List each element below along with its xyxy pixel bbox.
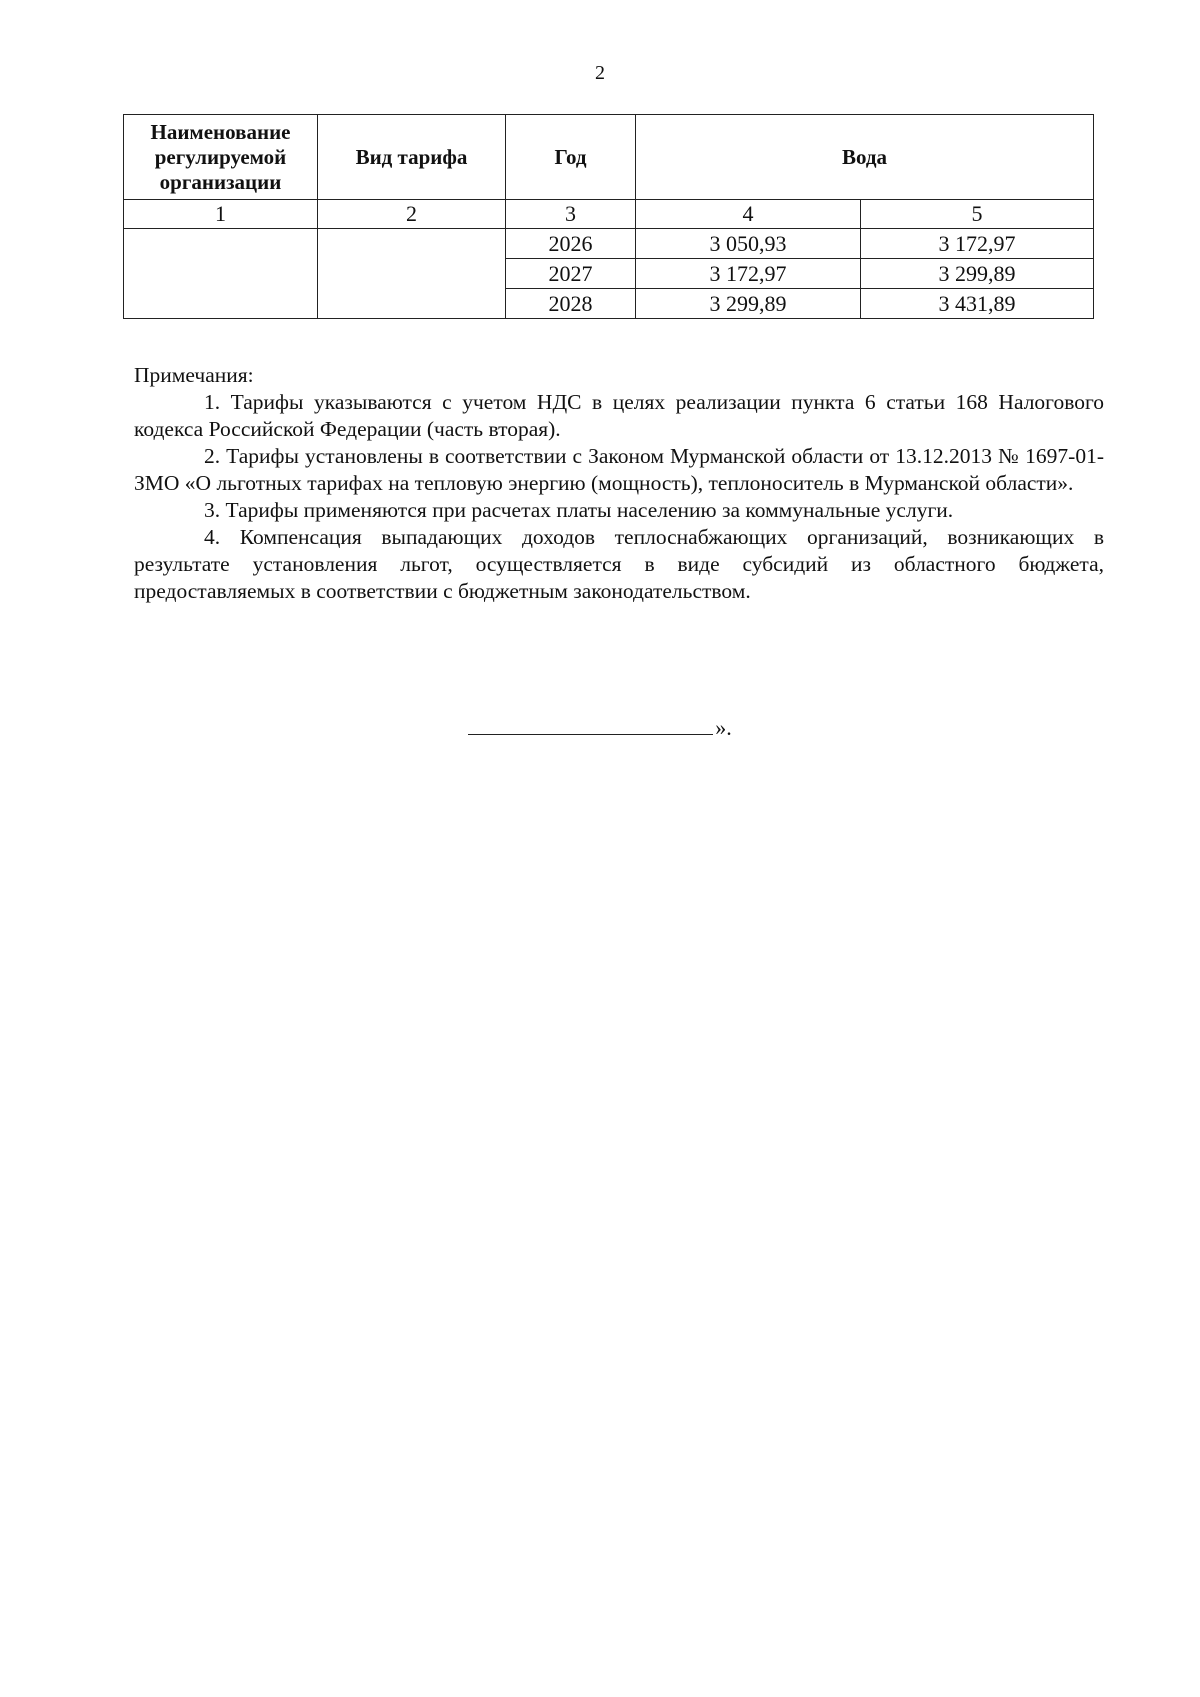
year-cell: 2028 — [506, 289, 636, 319]
notes-title: Примечания: — [134, 363, 254, 387]
value-cell: 3 299,89 — [636, 289, 861, 319]
closing-underline — [468, 712, 713, 735]
value-cell: 3 172,97 — [636, 259, 861, 289]
column-number: 1 — [124, 200, 318, 229]
table-row — [124, 229, 1094, 259]
year-cell: 2026 — [506, 229, 636, 259]
column-number: 3 — [506, 200, 636, 229]
header-organization: Наименование регулируемой организации — [124, 115, 318, 200]
note-item: 2. Тарифы установлены в соответствии с Законом Мурманской области от 13.12.2013 № 1697-01-ЗМО «О льготных тарифах на тепловую энергию (мощность), теплоноситель в Мурманской области». — [134, 444, 1104, 495]
value-cell: 3 431,89 — [861, 289, 1094, 319]
header-tariff-type: Вид тарифа — [318, 115, 506, 200]
closing-line — [0, 712, 1200, 741]
notes-section — [134, 362, 1104, 605]
column-number: 2 — [318, 200, 506, 229]
value-cell: 3 172,97 — [861, 229, 1094, 259]
tariff-table — [123, 114, 1094, 319]
tariff-type-cell — [318, 229, 506, 319]
column-number: 5 — [861, 200, 1094, 229]
note-item: 3. Тарифы применяются при расчетах платы населению за коммунальные услуги. — [204, 498, 954, 522]
value-cell: 3 050,93 — [636, 229, 861, 259]
organization-cell — [124, 229, 318, 319]
header-water: Вода — [636, 115, 1094, 200]
table-header-row — [124, 115, 1094, 200]
year-cell: 2027 — [506, 259, 636, 289]
note-item: 4. Компенсация выпадающих доходов теплоснабжающих организаций, возникающих в результате установления льгот, осуществляется в виде субсидий из областного бюджета, предоставляемых в соответствии с бюджетным законодательством. — [134, 525, 1104, 603]
closing-mark: ». — [715, 715, 732, 740]
header-year: Год — [506, 115, 636, 200]
page-number: 2 — [595, 62, 605, 84]
note-item: 1. Тарифы указываются с учетом НДС в целях реализации пункта 6 статьи 168 Налогового кодекса Российской Федерации (часть вторая). — [134, 390, 1104, 441]
column-number: 4 — [636, 200, 861, 229]
column-number-row — [124, 200, 1094, 229]
value-cell: 3 299,89 — [861, 259, 1094, 289]
